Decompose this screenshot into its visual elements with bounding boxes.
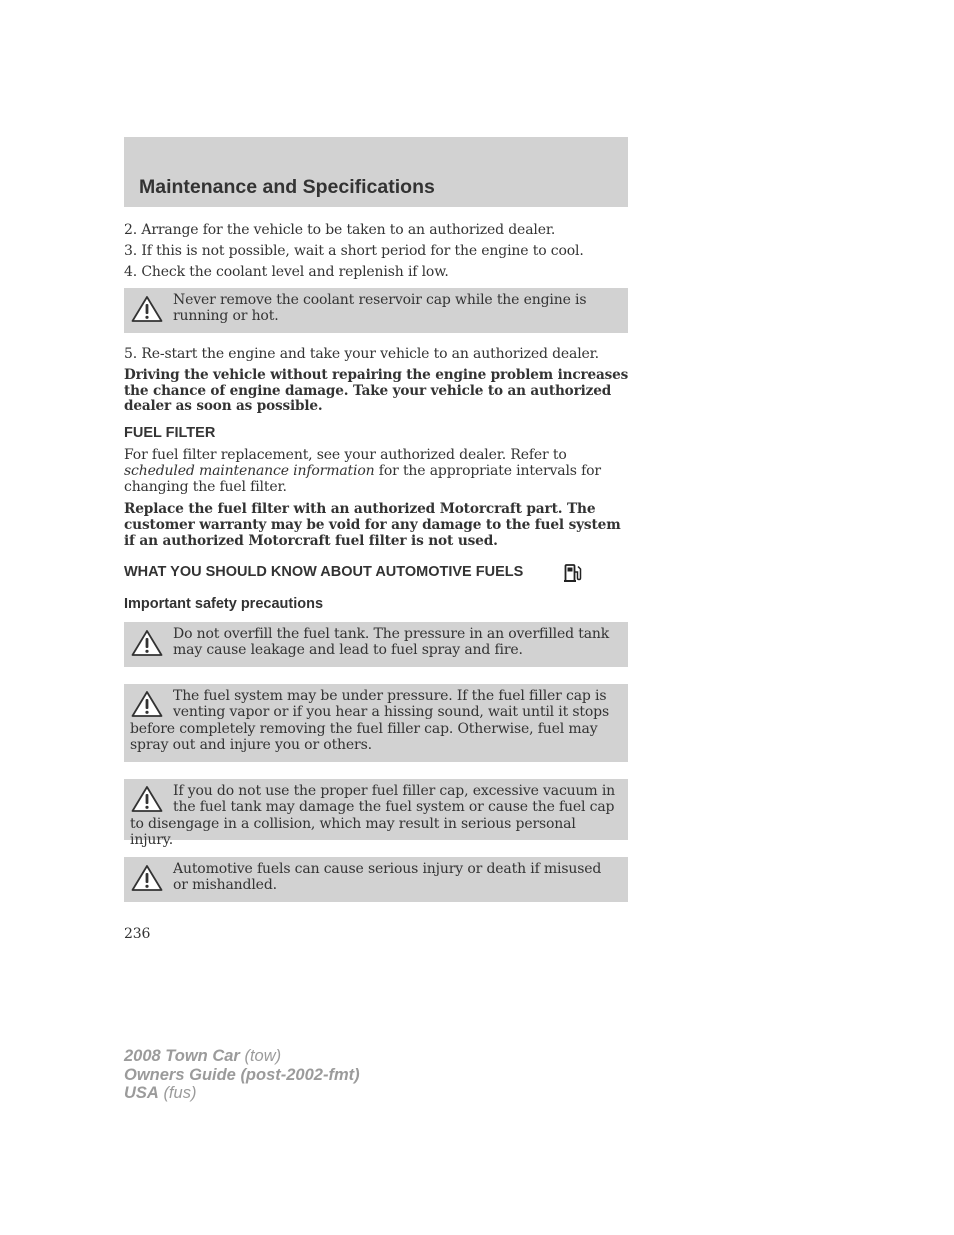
warning-text: The fuel system may be under pressure. If the fuel filler cap is venting vapor or if you hear a hissing sound, wait until it stops before completely removing the fuel filler cap. Otherwise, fuel may spray out and injure you or others.	[130, 688, 610, 753]
warning-box-coolant	[124, 288, 628, 333]
section-title: Maintenance and Specifications	[139, 176, 435, 198]
warning-box-overfill	[124, 622, 628, 667]
step-4: 4. Check the coolant level and replenish if low.	[124, 264, 449, 280]
footer-region: USA	[124, 1084, 159, 1102]
footer-model-code: (tow)	[244, 1047, 282, 1065]
warning-text: Do not overfill the fuel tank. The pressure in an overfilled tank may cause leakage and lead to fuel spray and fire.	[173, 626, 610, 659]
step-2: 2. Arrange for the vehicle to be taken to an authorized dealer.	[124, 222, 556, 238]
page-number: 236	[124, 926, 151, 942]
footer-line-region	[124, 1084, 360, 1103]
warning-text: If you do not use the proper fuel filler cap, excessive vacuum in the fuel tank may damage the fuel system or cause the fuel cap to disengage in a collision, which may result in serious personal injury.	[130, 783, 616, 848]
warning-box-pressure	[124, 684, 628, 762]
step-5: 5. Re-start the engine and take your vehicle to an authorized dealer.	[124, 346, 599, 362]
fuel-filter-notice: Replace the fuel filter with an authorized Motorcraft part. The customer warranty may be void for any damage to the fuel system if an authorized Motorcraft fuel filter is not used.	[124, 501, 621, 549]
safety-precautions-subheading: Important safety precautions	[124, 596, 324, 612]
automotive-fuels-heading-text: WHAT YOU SHOULD KNOW ABOUT AUTOMOTIVE FUELS	[124, 564, 524, 580]
maintenance-info-reference: scheduled maintenance information	[124, 463, 375, 479]
document-footer	[124, 1047, 360, 1103]
footer-model: 2008 Town Car	[124, 1047, 240, 1065]
warning-box-filler-cap	[124, 779, 628, 848]
fuel-filter-heading: FUEL FILTER	[124, 425, 216, 441]
automotive-fuels-heading	[124, 564, 523, 580]
footer-line-guide	[124, 1066, 360, 1085]
fuel-pump-icon	[563, 563, 583, 583]
step-3: 3. If this is not possible, wait a short period for the engine to cool.	[124, 243, 584, 259]
warning-text: Never remove the coolant reservoir cap while the engine is running or hot.	[173, 292, 587, 325]
warning-text: Automotive fuels can cause serious injury or death if misused or mishandled.	[173, 861, 602, 894]
footer-guide: Owners Guide (post-2002-fmt)	[124, 1065, 360, 1084]
fuel-filter-text-before: For fuel filter replacement, see your authorized dealer. Refer to	[124, 447, 567, 463]
warning-box-fuel-hazard	[124, 857, 628, 902]
engine-damage-notice: Driving the vehicle without repairing the engine problem increases the chance of engine damage. Take your vehicle to an authorized dealer as soon as possible.	[124, 367, 629, 414]
fuel-filter-text-after: for the appropriate intervals for changing the fuel filter.	[124, 463, 601, 495]
footer-line-model	[124, 1047, 360, 1066]
footer-region-code: (fus)	[163, 1084, 197, 1102]
fuel-filter-paragraph	[124, 447, 628, 495]
